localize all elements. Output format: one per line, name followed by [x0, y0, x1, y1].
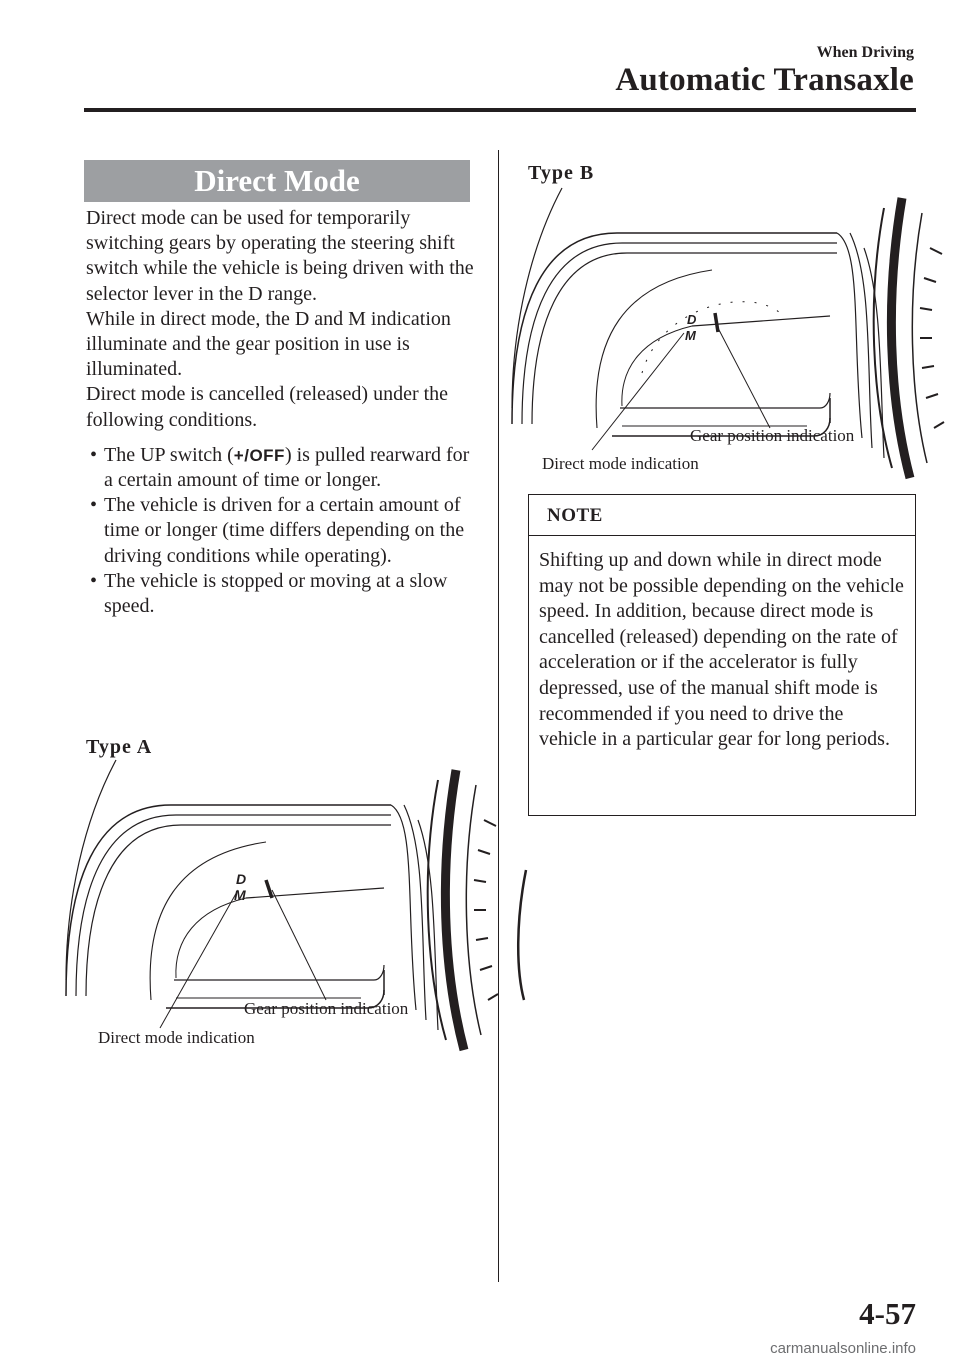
- paragraph-indication: While in direct mode, the D and M indication illuminate and the gear position in use is illuminated.: [86, 307, 451, 381]
- page-number: 4-57: [859, 1296, 916, 1331]
- type-a-m-indicator: M: [234, 887, 246, 903]
- type-a-label: Type A: [86, 736, 153, 758]
- paragraph-intro: Direct mode can be used for temporarily switching gears by operating the steering shift switch while the vehicle is being driven with the selector lever in the D range.: [86, 207, 474, 305]
- section-title-banner: Direct Mode: [84, 160, 470, 202]
- note-box: [528, 494, 916, 816]
- type-a-direct-mode-callout: Direct mode indication: [98, 1028, 255, 1047]
- list-item: • The vehicle is driven for a certain amount of time or longer (time differs depending on the driving conditions while operating).: [90, 494, 465, 567]
- gear-position-indicator: [715, 313, 718, 332]
- up-switch-symbol: +/OFF: [233, 445, 285, 465]
- list-item: • The UP switch (+/OFF) is pulled rearward for a certain amount of time or longer.: [90, 443, 470, 492]
- bullet-icon: •: [90, 443, 98, 466]
- bullet-icon: •: [90, 494, 98, 517]
- type-b-m-indicator: M: [685, 328, 696, 343]
- type-a-d-indicator: D: [236, 871, 247, 887]
- list-item: • The vehicle is stopped or moving at a slow speed.: [90, 569, 448, 618]
- type-b-gear-position-callout: Gear position indication: [690, 426, 855, 445]
- header-kicker: When Driving: [816, 44, 914, 61]
- note-heading: NOTE: [529, 495, 915, 536]
- type-a-gear-position-callout: Gear position indication: [244, 999, 409, 1018]
- paragraph-conditions: Direct mode is cancelled (released) under the following conditions.: [86, 383, 449, 431]
- page-title: Automatic Transaxle: [615, 62, 914, 98]
- note-text: Shifting up and down while in direct mode may not be possible depending on the vehicle speed. In addition, because direct mode is cancelled (released) depending on the rate of acceleration or if the accelerator is fully depressed, use of the manual shift mode is recommended if you need to drive the vehicle in a particular gear for long periods.: [539, 549, 904, 751]
- type-b-direct-mode-callout: Direct mode indication: [542, 454, 699, 473]
- gear-position-indicator: [266, 880, 272, 898]
- watermark: carmanualsonline.info: [770, 1340, 916, 1357]
- type-b-d-indicator: D: [687, 312, 697, 327]
- bullet-icon: •: [90, 569, 98, 592]
- type-b-label: Type B: [528, 162, 595, 184]
